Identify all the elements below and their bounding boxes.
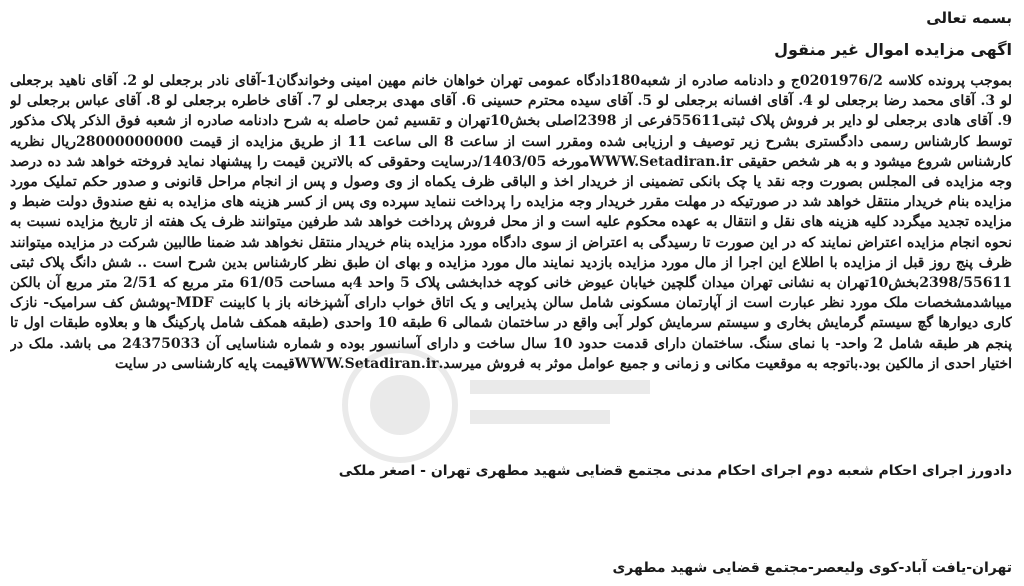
issuer-line: دادورز اجرای احکام شعبه دوم اجرای احکام مدنی مجتمع قضایی شهید مطهری تهران - اصغر ملکی: [338, 463, 1012, 479]
court-address: تهران-یافت آباد-کوی ولیعصر-مجتمع قضایی شهید مطهری: [612, 560, 1012, 576]
basmala-heading: بسمه تعالی: [926, 9, 1012, 27]
notice-title: اگهی مزایده اموال غیر منقول: [774, 40, 1012, 59]
notice-body: بموجب پرونده کلاسه 0201976/2ج و دادنامه صادره از شعبه180دادگاه عمومی تهران خواهان خانم مهین امینی وخواندگان1-آقای نادر برجعلی لو 2. آقای ناهید برجعلی لو 3. آقای محمد رضا برجعلی لو 4. آقای افسانه برجعلی لو 5. آقای سیده محترم حسینی 6. آقای مهدی برجعلی لو 7. آقای خاطره برجعلی لو 8. آقای عباس برجعلی لو 9. آقای هادی برجعلی لو دایر بر فروش پلاک ثبتی55611فرعی از 2398اصلی بخش10تهران و تقسیم ثمن حاصله به شرح دادنامه صادره از شعبه فوق الذکر پلاک مذکور توسط کارشناس رسمی دادگستری بشرح زیر توصیف و ارزیابی شده ومقرر است از ساعت 8 الی ساعت 11 از طریق مزایده از قیمت 28000000000ریال نظریه کارشناس شروع میشود و به هر شخص حقیقی WWW.Setadiran.irمورخه 1403/05/درسایت وحقوقی که بالاترین قیمت را پیشنهاد نماید فروخته خواهد شد ده درصد وجه مزایده فی المجلس بصورت وجه نقد یا چک بانکی تضمینی از خریدار اخذ و الباقی ظرف یکماه از وی وصول و پس از انجام مراحل قانونی و صدور حکم تملیک مورد مزایده بنام خریدار منتقل خواهد شد در صورتیکه در مهلت مقرر خریدار وجه مزایده را پرداخت ننماید سپرده وی پس از کسر هزینه های مزایده به نفع صندوق دولت ضبط و مزایده تجدید میگردد کلیه هزینه های نقل و انتقال به عهده محکوم علیه است و از محل فروش پرداخت خواهد شد طرفین میتوانند ظرف یک هفته از تاریخ مزایده نسبت به نحوه انجام مزایده اعتراض نمایند که در این صورت تا رسیدگی به اعتراض از سوی دادگاه مورد مزایده بنام خریدار منتقل نخواهد شد ضمنا طالبین شرکت در مزایده میتوانند ظرف پنج روز قبل از مزایده با اطلاع این اجرا از مال مورد مزایده بازدید نمایند مال مورد مزایده و بهای ان طبق نظر کارشناس بدین شرح است .. شش دانگ پلاک ثبتی 2398/55611بخش10تهران به نشانی تهران میدان گلچین خیابان عیوض خانی کوچه خدابخشی پلاک 5 واحد 4به مساحت 61/05 متر مربع که 2/51 متر مربع آن بالکن میباشدمشخصات ملک مورد نظر عبارت است از آپارتمان مسکونی شامل سالن پذیرایی و یک اتاق خواب دارای آشپزخانه باز با کابینت MDF-پوشش کف سرامیک- نازک کاری دیوارها گچ سیستم گرمایش بخاری و سیستم سرمایش کولر آبی واقع در ساختمان شمالی 6 طبقه 10 واحدی (طبقه همکف شامل پارکینگ ها و بعلاوه طبقات اول تا پنجم هر طبقه شامل 2 واحد- با نمای سنگ. ساختمان دارای قدمت حدود 10 سال ساخت و دارای آسانسور بوده و شماره شناسایی آن 24375033 می باشد. ملک در اختیار احدی از مالکین بود.باتوجه به موقعیت مکانی و زمانی و جمیع عوامل موثر به فروش میرسد.WWW.Setadiran.irقیمت پایه کارشناسی در سایت: [10, 73, 1012, 372]
